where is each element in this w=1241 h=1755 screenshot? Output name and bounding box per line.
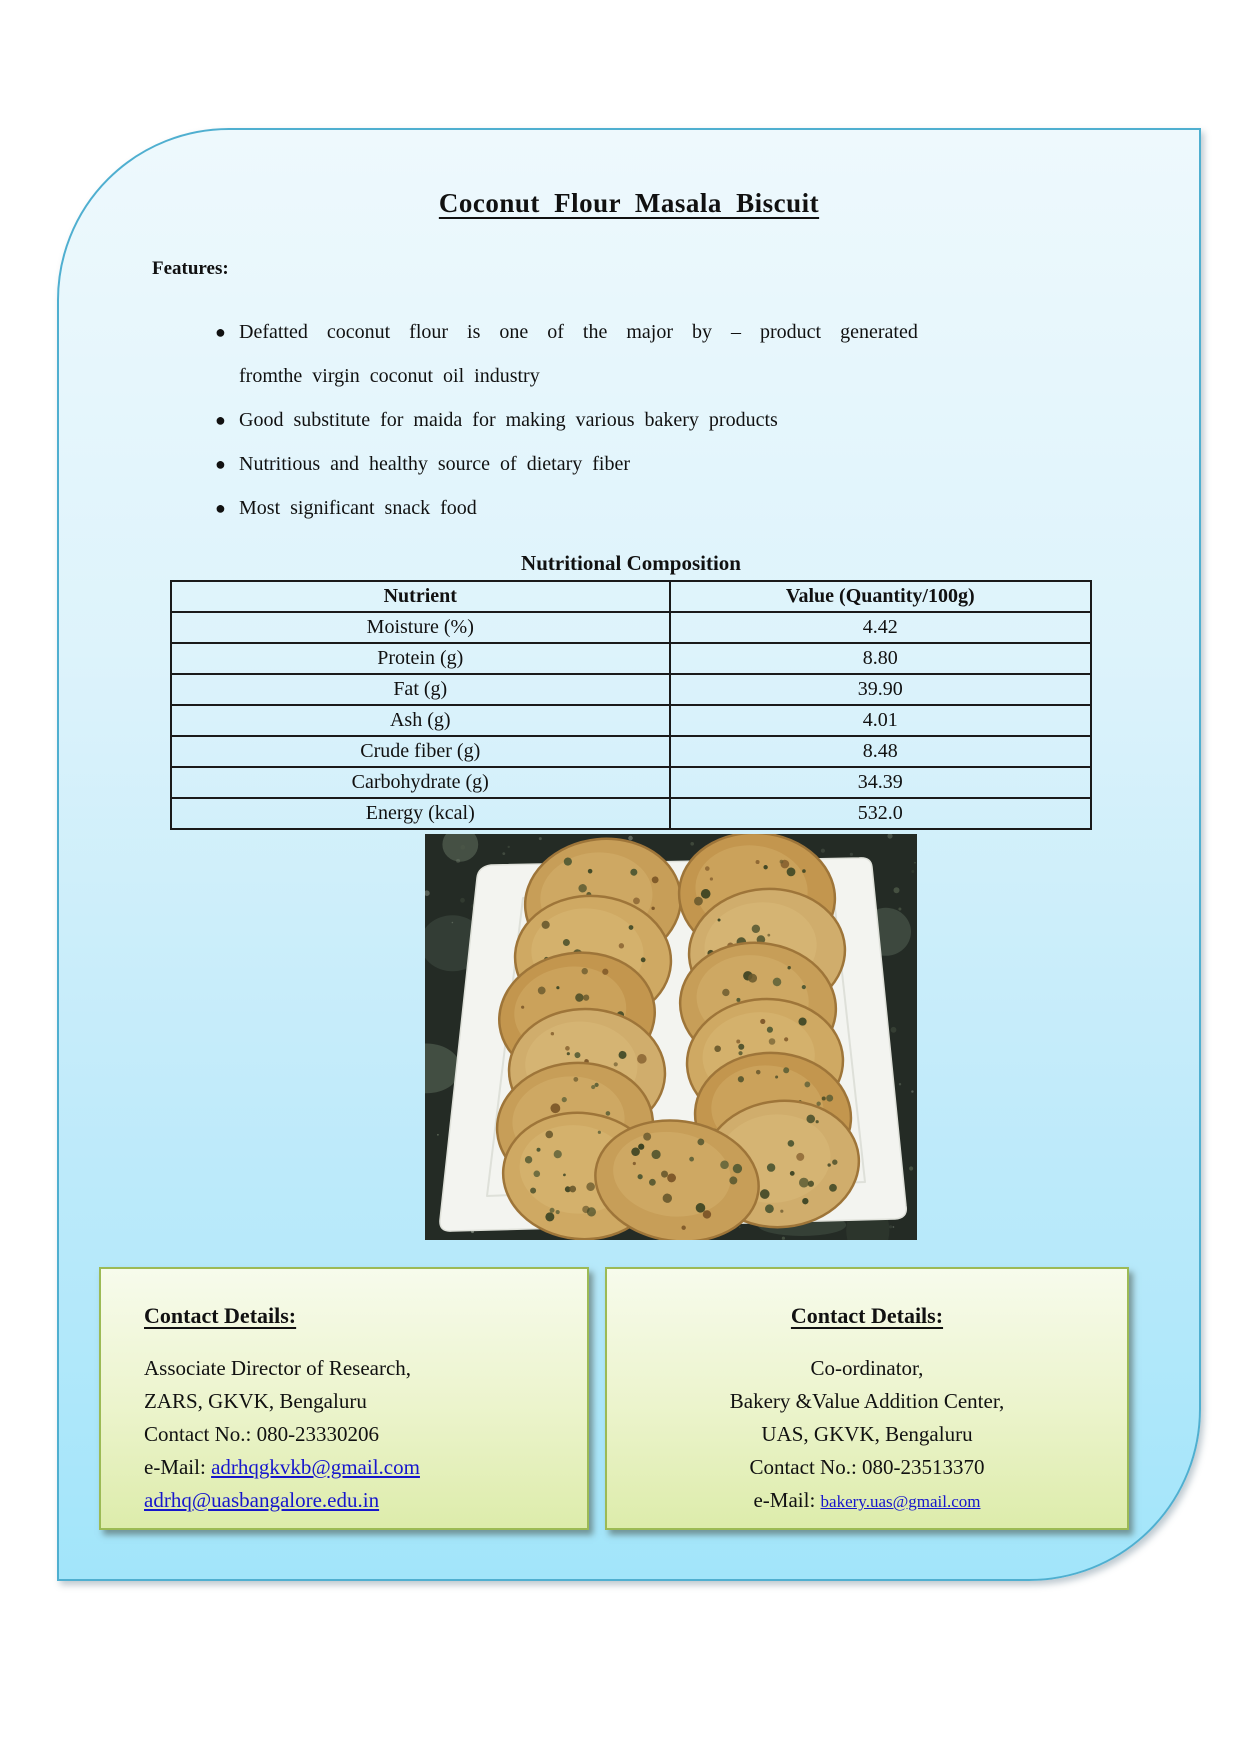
page-shape bbox=[57, 128, 1201, 1581]
nutrient-cell: Carbohydrate (g) bbox=[171, 767, 670, 798]
nutrient-header-cell: Nutrient bbox=[171, 581, 670, 612]
feature-text-line1: Defatted coconut flour is one of the major by – product generated bbox=[239, 321, 918, 343]
email-label: e-Mail: bbox=[144, 1455, 212, 1479]
nutrition-caption: Nutritional Composition bbox=[521, 551, 741, 575]
value-cell: 8.80 bbox=[670, 643, 1091, 674]
feature-text-line2: fromthe virgin coconut oil industry bbox=[239, 365, 540, 387]
feature-text: Nutritious and healthy source of dietary fiber bbox=[239, 453, 630, 475]
table-row bbox=[171, 643, 1091, 674]
features-label: Features: bbox=[152, 258, 229, 279]
feature-item bbox=[215, 486, 1047, 530]
email-link-bakery-uas[interactable]: bakery.uas@gmail.com bbox=[820, 1492, 981, 1511]
bullet-icon: ● bbox=[215, 410, 226, 430]
contact-card-left bbox=[99, 1267, 589, 1530]
nutrient-cell: Crude fiber (g) bbox=[171, 736, 670, 767]
bullet-icon: ● bbox=[215, 322, 226, 342]
biscuits-photo bbox=[425, 834, 917, 1240]
contact-line: Bakery &Value Addition Center, bbox=[729, 1389, 1005, 1413]
bullet-icon: ● bbox=[215, 498, 226, 518]
value-cell: 39.90 bbox=[670, 674, 1091, 705]
contact-line: Co-ordinator, bbox=[810, 1356, 924, 1380]
email-label: e-Mail: bbox=[753, 1488, 821, 1512]
table-row bbox=[171, 798, 1091, 829]
nutrient-cell: Moisture (%) bbox=[171, 612, 670, 643]
feature-item bbox=[215, 442, 1047, 486]
email-link-adrhq[interactable]: adrhq@uasbangalore.edu.in bbox=[144, 1488, 380, 1512]
feature-item bbox=[215, 310, 1047, 398]
table-row bbox=[171, 767, 1091, 798]
nutrient-cell: Fat (g) bbox=[171, 674, 670, 705]
contact-line: Contact No.: 080-23513370 bbox=[749, 1455, 985, 1479]
value-cell: 8.48 bbox=[670, 736, 1091, 767]
table-row bbox=[171, 674, 1091, 705]
contact-line: Associate Director of Research, bbox=[144, 1356, 412, 1380]
contact-line: UAS, GKVK, Bengaluru bbox=[761, 1422, 973, 1446]
contact-line bbox=[623, 1484, 1111, 1518]
table-row bbox=[171, 705, 1091, 736]
table-row bbox=[171, 736, 1091, 767]
nutrient-cell: Energy (kcal) bbox=[171, 798, 670, 829]
feature-text: Most significant snack food bbox=[239, 497, 477, 519]
value-cell: 4.42 bbox=[670, 612, 1091, 643]
value-cell: 4.01 bbox=[670, 705, 1091, 736]
bullet-icon: ● bbox=[215, 454, 226, 474]
features-list bbox=[215, 310, 1047, 530]
email-link-adrhqgkvkb[interactable]: adrhqgkvkb@gmail.com bbox=[211, 1455, 420, 1479]
table-header-row bbox=[171, 581, 1091, 612]
page-title: Coconut Flour Masala Biscuit bbox=[438, 188, 820, 218]
feature-item bbox=[215, 398, 1047, 442]
contact-line: ZARS, GKVK, Bengaluru bbox=[144, 1389, 367, 1413]
contact-heading-left: Contact Details: bbox=[144, 1303, 297, 1328]
contact-heading-right: Contact Details: bbox=[790, 1303, 944, 1328]
contact-line: Contact No.: 080-23330206 bbox=[144, 1422, 380, 1446]
feature-text: Good substitute for maida for making various bakery products bbox=[239, 409, 778, 431]
value-header-cell: Value (Quantity/100g) bbox=[670, 581, 1091, 612]
nutrient-cell: Ash (g) bbox=[171, 705, 670, 736]
contact-line bbox=[144, 1451, 569, 1484]
contact-line bbox=[144, 1484, 569, 1517]
value-cell: 34.39 bbox=[670, 767, 1091, 798]
nutrient-cell: Protein (g) bbox=[171, 643, 670, 674]
nutrition-table bbox=[170, 580, 1092, 830]
table-row bbox=[171, 612, 1091, 643]
page-title-wrap bbox=[59, 188, 1199, 219]
contact-card-right bbox=[605, 1267, 1129, 1530]
value-cell: 532.0 bbox=[670, 798, 1091, 829]
